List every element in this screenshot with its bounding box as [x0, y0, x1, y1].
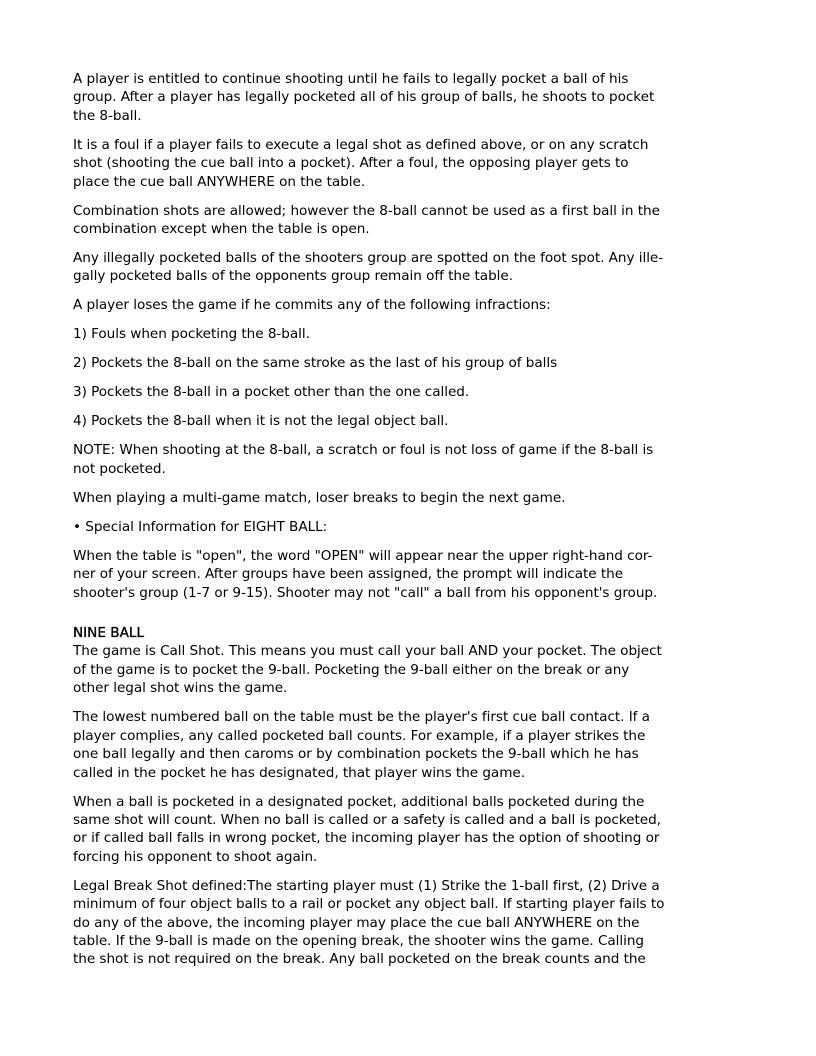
- document-page: [73, 70, 753, 979]
- text-line: Legal Break Shot defined:The starting player must (1) Strike the 1-ball first, (2) Drive a: [73, 877, 660, 894]
- paragraph-combination-shots: [73, 202, 753, 239]
- special-information-bullet: [73, 518, 753, 536]
- paragraph-open-table: [73, 547, 753, 602]
- text-line: same shot will count. When no ball is called or a safety is called and a ball is pocketed,: [73, 811, 661, 828]
- paragraph-designated-pocket: [73, 793, 753, 867]
- paragraph-lowest-numbered-ball: [73, 708, 753, 782]
- text-line: A player loses the game if he commits any of the following infractions:: [73, 297, 551, 314]
- infraction-item-2: [73, 354, 753, 372]
- text-line: 2) Pockets the 8-ball on the same stroke as the last of his group of balls: [73, 355, 558, 372]
- nine-ball-rules: [73, 624, 753, 969]
- infraction-item-1: [73, 325, 753, 343]
- text-line: group. After a player has legally pocketed all of his group of balls, he shoots to pocket: [73, 89, 655, 106]
- paragraph-illegally-pocketed: [73, 249, 753, 286]
- text-line: • Special Information for EIGHT BALL:: [73, 518, 328, 535]
- text-line: combination except when the table is open.: [73, 221, 370, 238]
- infraction-item-3: [73, 383, 753, 401]
- paragraph-loses-game-intro: [73, 296, 753, 314]
- text-line: called in the pocket he has designated, that player wins the game.: [73, 764, 525, 781]
- text-line: the shot is not required on the break. Any ball pocketed on the break counts and the: [73, 951, 646, 968]
- text-line: other legal shot wins the game.: [73, 680, 288, 697]
- text-line: NOTE: When shooting at the 8-ball, a scratch or foul is not loss of game if the 8-ball is: [73, 442, 654, 459]
- paragraph-legal-break-shot: [73, 877, 753, 969]
- text-line: ner of your screen. After groups have been assigned, the prompt will indicate the: [73, 566, 624, 583]
- text-line: shot (shooting the cue ball into a pocket). After a foul, the opposing player gets to: [73, 155, 629, 172]
- paragraph-continue-shooting: [73, 70, 753, 125]
- text-line: of the game is to pocket the 9-ball. Pocketing the 9-ball either on the break or any: [73, 661, 630, 678]
- text-line: minimum of four object balls to a rail or pocket any object ball. If starting player fails to: [73, 896, 665, 913]
- text-line: When the table is "open", the word "OPEN" will appear near the upper right-hand cor-: [73, 547, 653, 564]
- text-line: When playing a multi-game match, loser breaks to begin the next game.: [73, 489, 566, 506]
- text-line: not pocketed.: [73, 460, 166, 477]
- text-line: The lowest numbered ball on the table must be the player's first cue ball contact. If a: [73, 709, 650, 726]
- text-line: the 8-ball.: [73, 107, 142, 124]
- text-line: one ball legally and then caroms or by combination pockets the 9-ball which he has: [73, 746, 639, 763]
- text-line: The game is Call Shot. This means you must call your ball AND your pocket. The object: [73, 643, 662, 660]
- text-line: player complies, any called pocketed ball counts. For example, if a player strikes the: [73, 727, 646, 744]
- text-line: 3) Pockets the 8-ball in a pocket other than the one called.: [73, 384, 470, 401]
- text-line: shooter's group (1-7 or 9-15). Shooter may not "call" a ball from his opponent's group.: [73, 584, 658, 601]
- text-line: forcing his opponent to shoot again.: [73, 848, 318, 865]
- text-line: place the cue ball ANYWHERE on the table.: [73, 173, 366, 190]
- eight-ball-rules-continued: [73, 70, 753, 602]
- text-line: table. If the 9-ball is made on the opening break, the shooter wins the game. Calling: [73, 932, 645, 949]
- text-line: do any of the above, the incoming player may place the cue ball ANYWHERE on the: [73, 914, 640, 931]
- paragraph-call-shot: [73, 642, 753, 697]
- paragraph-foul-definition: [73, 136, 753, 191]
- text-line: 4) Pockets the 8-ball when it is not the legal object ball.: [73, 413, 449, 430]
- infraction-item-4: [73, 412, 753, 430]
- section-heading-nine-ball: NINE BALL: [73, 625, 145, 642]
- text-line: When a ball is pocketed in a designated pocket, additional balls pocketed during the: [73, 793, 645, 810]
- paragraph-note: [73, 441, 753, 478]
- text-line: A player is entitled to continue shooting until he fails to legally pocket a ball of his: [73, 71, 629, 87]
- text-line: 1) Fouls when pocketing the 8-ball.: [73, 326, 310, 343]
- text-line: It is a foul if a player fails to execute a legal shot as defined above, or on any scratch: [73, 136, 649, 153]
- text-line: Any illegally pocketed balls of the shooters group are spotted on the foot spot. Any ille-: [73, 250, 664, 267]
- paragraph-multi-game-match: [73, 489, 753, 507]
- text-line: Combination shots are allowed; however the 8-ball cannot be used as a first ball in the: [73, 202, 660, 219]
- text-line: or if called ball falls in wrong pocket, the incoming player has the option of shooting or: [73, 830, 660, 847]
- text-line: gally pocketed balls of the opponents group remain off the table.: [73, 268, 513, 285]
